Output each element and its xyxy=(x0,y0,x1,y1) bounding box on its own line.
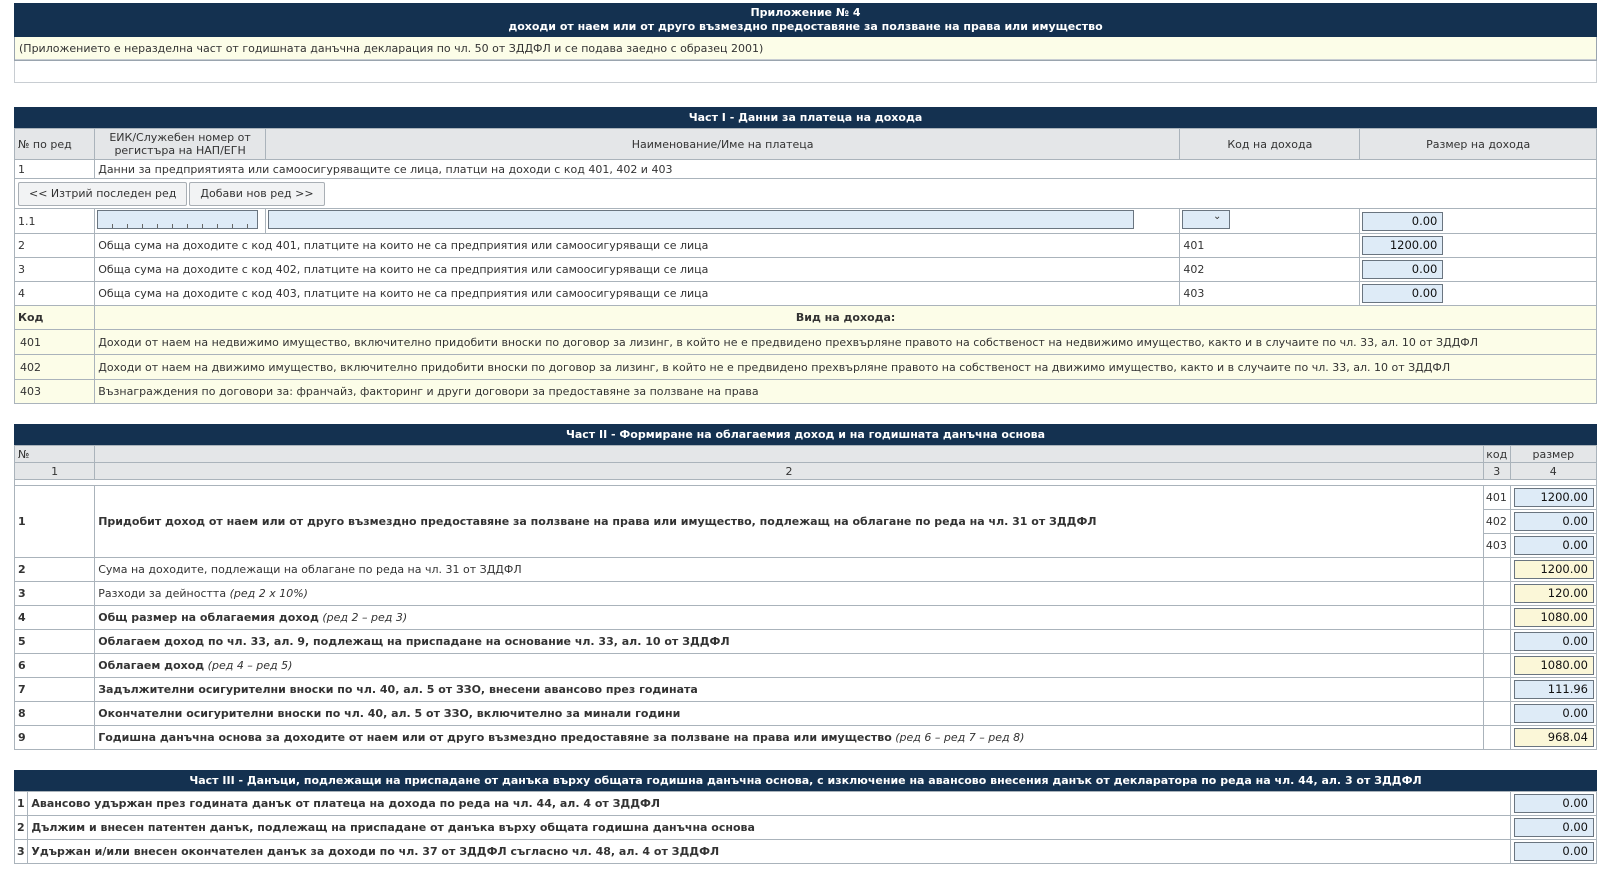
part3-title: Част III - Данъци, подлежащи на приспадане от данъка върху общата годишна данъчна основа, с изключение на авансово внесения данък от декларатора по реда на чл. 44, ал. 3 от ЗДДФЛ xyxy=(14,770,1597,791)
part3-section xyxy=(14,770,1597,864)
amount-input[interactable]: 0.00 xyxy=(1362,284,1443,303)
amount-field: 968.04 xyxy=(1514,728,1594,747)
amount-input[interactable]: 0.00 xyxy=(1362,260,1443,279)
annex-title: Приложение № 4 xyxy=(750,6,861,19)
annex-note-box xyxy=(14,37,1597,61)
row-number: 2 xyxy=(15,558,95,582)
part2-row-2 xyxy=(15,558,1597,582)
colnum: 4 xyxy=(1510,463,1596,480)
colnum: 2 xyxy=(95,463,1484,480)
legend-row xyxy=(15,330,1597,355)
amount-input[interactable]: 0.00 xyxy=(1514,818,1594,837)
part3-row-2 xyxy=(15,816,1597,840)
colnum: 1 xyxy=(15,463,95,480)
part1-row-1 xyxy=(15,160,1597,179)
row-code: 403 xyxy=(1483,534,1510,558)
row-code: 401 xyxy=(1483,486,1510,510)
part3-row-3 xyxy=(15,840,1597,864)
legend-text: Възнаграждения по договори за: франчайз, факторинг и други договори за предоставяне за ползване на права xyxy=(95,380,1597,404)
part1-row-4 xyxy=(15,282,1597,306)
row-number: 1 xyxy=(15,160,95,179)
income-code-select[interactable] xyxy=(1182,210,1230,229)
legend-row xyxy=(15,355,1597,380)
row-number: 1.1 xyxy=(15,209,95,234)
row-number: 9 xyxy=(15,726,95,750)
legend-header-row xyxy=(15,306,1597,330)
row-text: Авансово удържан през годината данък от платеца на дохода по реда на чл. 44, ал. 4 от ЗДДФЛ xyxy=(28,792,1510,816)
amount-input[interactable]: 0.00 xyxy=(1514,512,1594,531)
row-text: Общ размер на облагаемия доход xyxy=(98,611,319,624)
part1-title: Част I - Данни за платеца на дохода xyxy=(14,107,1597,128)
add-new-row-button[interactable]: Добави нов ред >> xyxy=(189,182,324,206)
part3-row-1 xyxy=(15,792,1597,816)
part3-table xyxy=(14,791,1597,864)
legend-code: 403 xyxy=(15,380,95,404)
row-code: 402 xyxy=(1483,510,1510,534)
row-text: Задължителни осигурителни вноски по чл. 40, ал. 5 от ЗЗО, внесени авансово през годината xyxy=(98,683,698,696)
legend-type-header: Вид на дохода: xyxy=(95,306,1597,330)
row-number: 3 xyxy=(15,840,28,864)
row-text: Придобит доход от наем или от друго възмездно предоставяне за ползване на права или имущество, подлежащ на облагане по реда на чл. 31 от ЗДДФЛ xyxy=(95,486,1484,558)
row-number: 4 xyxy=(15,282,95,306)
amount-input[interactable]: 0.00 xyxy=(1514,704,1594,723)
amount-input[interactable]: 1200.00 xyxy=(1362,236,1443,255)
annex-note: (Приложението е неразделна част от годишната данъчна декларация по чл. 50 от ЗДДФЛ и се подава заедно с образец 2001) xyxy=(15,37,1596,60)
amount-input[interactable]: 111.96 xyxy=(1514,680,1594,699)
col-income-amount: Размер на дохода xyxy=(1360,129,1597,160)
row-number: 1 xyxy=(15,792,28,816)
col-income-code: Код на дохода xyxy=(1180,129,1360,160)
eik-input[interactable] xyxy=(97,210,258,229)
row-number: 5 xyxy=(15,630,95,654)
part2-row-8 xyxy=(15,702,1597,726)
col-eik: ЕИК/Служебен номер от регистъра на НАП/ЕГН xyxy=(95,129,266,160)
part2-row-1a xyxy=(15,486,1597,510)
row-hint: (ред 6 – ред 7 – ред 8) xyxy=(895,731,1025,744)
amount-input[interactable]: 0.00 xyxy=(1514,794,1594,813)
row-hint: (ред 4 – ред 5) xyxy=(207,659,293,672)
row-number: 6 xyxy=(15,654,95,678)
part2-row-4 xyxy=(15,606,1597,630)
part2-row-7 xyxy=(15,678,1597,702)
row-number: 8 xyxy=(15,702,95,726)
part1-header-row xyxy=(15,129,1597,160)
legend-text: Доходи от наем на недвижимо имущество, включително придобити вноски по договор за лизинг, в който не е предвидено прехвърляне правото на собственост на недвижимо имущество, както и в случаите по чл. 33, ал. 10 от ЗДДФЛ xyxy=(95,330,1597,355)
legend-code: 401 xyxy=(15,330,95,355)
legend-row xyxy=(15,380,1597,404)
income-amount-input[interactable]: 0.00 xyxy=(1362,212,1443,231)
amount-input[interactable]: 1200.00 xyxy=(1514,488,1594,507)
row-number: 3 xyxy=(15,258,95,282)
amount-input[interactable]: 0.00 xyxy=(1514,842,1594,861)
part2-header-row xyxy=(15,446,1597,463)
payer-name-input[interactable] xyxy=(268,210,1134,229)
row-number: 3 xyxy=(15,582,95,606)
part1-row-2 xyxy=(15,234,1597,258)
part1-row-3 xyxy=(15,258,1597,282)
annex-subtitle: доходи от наем или от друго възмездно предоставяне за ползване на права или имущество xyxy=(508,20,1103,33)
row-text: Сума на доходите, подлежащи на облагане по реда на чл. 31 от ЗДДФЛ xyxy=(98,563,522,576)
row-text: Обща сума на доходите с код 403, платците на които не са предприятия или самоосигуряващи се лица xyxy=(95,282,1180,306)
row-number: 1 xyxy=(15,486,95,558)
row-text: Облагаем доход xyxy=(98,659,205,672)
amount-field: 1080.00 xyxy=(1514,656,1594,675)
row-text: Разходи за дейността xyxy=(98,587,227,600)
colnum: 3 xyxy=(1483,463,1510,480)
row-text: Обща сума на доходите с код 401, платците на които не са предприятия или самоосигуряващи се лица xyxy=(95,234,1180,258)
row-hint: (ред 2 – ред 3) xyxy=(322,611,408,624)
row-number: 7 xyxy=(15,678,95,702)
row-text: Удържан и/или внесен окончателен данък за доходи по чл. 37 от ЗДДФЛ съгласно чл. 48, ал. 4 от ЗДДФЛ xyxy=(28,840,1510,864)
col-num: № xyxy=(15,446,95,463)
amount-input[interactable]: 0.00 xyxy=(1514,632,1594,651)
annex-header xyxy=(14,3,1597,37)
part2-section xyxy=(14,424,1597,750)
row-text: Данни за предприятията или самоосигуряващите се лица, платци на доходи с код 401, 402 и 403 xyxy=(95,160,1597,179)
part2-table xyxy=(14,445,1597,750)
amount-field: 120.00 xyxy=(1514,584,1594,603)
row-code: 403 xyxy=(1180,282,1360,306)
col-payer-name: Наименование/Име на платеца xyxy=(265,129,1179,160)
row-code: 402 xyxy=(1180,258,1360,282)
part2-title: Част II - Формиране на облагаемия доход и на годишната данъчна основа xyxy=(14,424,1597,445)
row-text: Годишна данъчна основа за доходите от наем или от друго възмездно предоставяне за ползване на права или имущество xyxy=(98,731,892,744)
row-text: Обща сума на доходите с код 402, платците на които не са предприятия или самоосигуряващи се лица xyxy=(95,258,1180,282)
amount-field: 1200.00 xyxy=(1514,560,1594,579)
col-size: размер xyxy=(1510,446,1596,463)
legend-code: 402 xyxy=(15,355,95,380)
chevron-down-icon: ⌄ xyxy=(1212,211,1222,222)
amount-input[interactable]: 0.00 xyxy=(1514,536,1594,555)
delete-last-row-button[interactable]: << Изтрий последен ред xyxy=(18,182,187,206)
row-number: 4 xyxy=(15,606,95,630)
row-text: Окончателни осигурителни вноски по чл. 40, ал. 5 от ЗЗО, включително за минали години xyxy=(98,707,681,720)
col-text xyxy=(95,446,1484,463)
part2-row-3 xyxy=(15,582,1597,606)
spacer xyxy=(14,61,1597,83)
part2-row-5 xyxy=(15,630,1597,654)
row-code: 401 xyxy=(1180,234,1360,258)
row-hint: (ред 2 х 10%) xyxy=(229,587,308,600)
part1-row-1-1 xyxy=(15,209,1597,234)
part2-row-6 xyxy=(15,654,1597,678)
row-number: 2 xyxy=(15,234,95,258)
col-code: код xyxy=(1483,446,1510,463)
col-row-number: № по ред xyxy=(15,129,95,160)
part1-table xyxy=(14,128,1597,404)
row-text: Дължим и внесен патентен данък, подлежащ на приспадане от данъка върху общата годишна данъчна основа xyxy=(28,816,1510,840)
row-text: Облагаем доход по чл. 33, ал. 9, подлежащ на приспадане на основание чл. 33, ал. 10 от ЗДДФЛ xyxy=(98,635,730,648)
part2-row-9 xyxy=(15,726,1597,750)
annex-form xyxy=(14,3,1597,864)
row-number: 2 xyxy=(15,816,28,840)
amount-field: 1080.00 xyxy=(1514,608,1594,627)
legend-code-header: Код xyxy=(15,306,95,330)
part1-buttons-row xyxy=(15,179,1597,209)
legend-text: Доходи от наем на движимо имущество, включително придобити вноски по договор за лизинг, в който не е предвидено прехвърляне правото на собственост на движимо имущество, както и в случаите по чл. 33, ал. 10 от ЗДДФЛ xyxy=(95,355,1597,380)
part2-colnum-row xyxy=(15,463,1597,480)
part1-section xyxy=(14,107,1597,404)
